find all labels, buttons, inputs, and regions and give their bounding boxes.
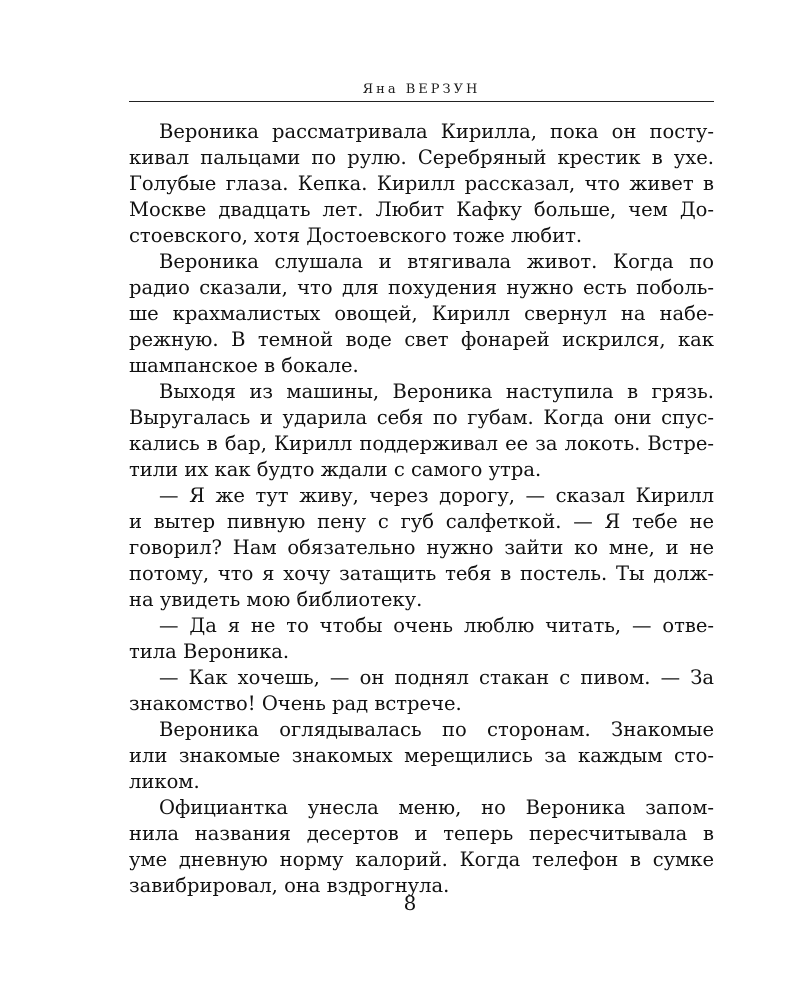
- text-line: нила названия десертов и теперь пересчитывала в: [129, 822, 714, 845]
- text-line: говорил? Нам обязательно нужно зайти ко мне, и не: [129, 536, 714, 559]
- text-line: Выругалась и ударила себя по губам. Когда они спус-: [129, 406, 714, 429]
- page-number: 8: [403, 891, 417, 915]
- text-line: — Я же тут живу, через дорогу, — сказал Кирилл: [159, 484, 714, 507]
- text-line: шампанское в бокале.: [129, 354, 359, 377]
- text-line: — Да я не то чтобы очень люблю читать, — отве-: [159, 614, 714, 637]
- text-line: Выходя из машины, Вероника наступила в грязь.: [159, 380, 714, 403]
- body-text: [129, 119, 714, 899]
- text-line: ликом.: [129, 770, 200, 793]
- text-line: потому, что я хочу затащить тебя в постель. Ты долж-: [129, 562, 714, 585]
- text-line: тили их как будто ждали с самого утра.: [129, 458, 542, 481]
- text-line: кались в бар, Кирилл поддерживал ее за локоть. Встре-: [129, 432, 714, 455]
- text-line: — Как хочешь, — он поднял стакан с пивом. — За: [159, 666, 714, 689]
- text-line: Вероника рассматривала Кирилла, пока он посту-: [159, 120, 714, 143]
- text-line: тила Вероника.: [129, 640, 290, 663]
- text-line: знакомство! Очень рад встрече.: [129, 692, 462, 715]
- text-line: завибрировал, она вздрогнула.: [129, 874, 450, 897]
- text-line: на увидеть мою библиотеку.: [129, 588, 423, 611]
- text-line: Вероника слушала и втягивала живот. Когда по: [159, 250, 714, 273]
- running-header-author: Яна ВЕРЗУН: [362, 82, 481, 97]
- text-line: или знакомые знакомых мерещились за каждым сто-: [129, 744, 714, 767]
- text-line: и вытер пивную пену с губ салфеткой. — Я тебе не: [129, 510, 714, 533]
- text-line: Голубые глаза. Кепка. Кирилл рассказал, что живет в: [129, 172, 714, 195]
- text-line: кивал пальцами по рулю. Серебряный крестик в ухе.: [129, 146, 714, 169]
- text-line: ше крахмалистых овощей, Кирилл свернул на набе-: [129, 302, 714, 325]
- text-line: режную. В темной воде свет фонарей искрился, как: [129, 328, 714, 351]
- text-line: Вероника оглядывалась по сторонам. Знакомые: [159, 718, 714, 741]
- text-line: уме дневную норму калорий. Когда телефон в сумке: [129, 848, 714, 871]
- header-rule: [129, 101, 714, 102]
- text-line: Москве двадцать лет. Любит Кафку больше, чем До-: [129, 198, 714, 221]
- text-line: радио сказали, что для похудения нужно есть поболь-: [129, 276, 714, 299]
- text-line: Официантка унесла меню, но Вероника запом-: [159, 796, 714, 819]
- text-line: стоевского, хотя Достоевского тоже любит.: [129, 224, 583, 247]
